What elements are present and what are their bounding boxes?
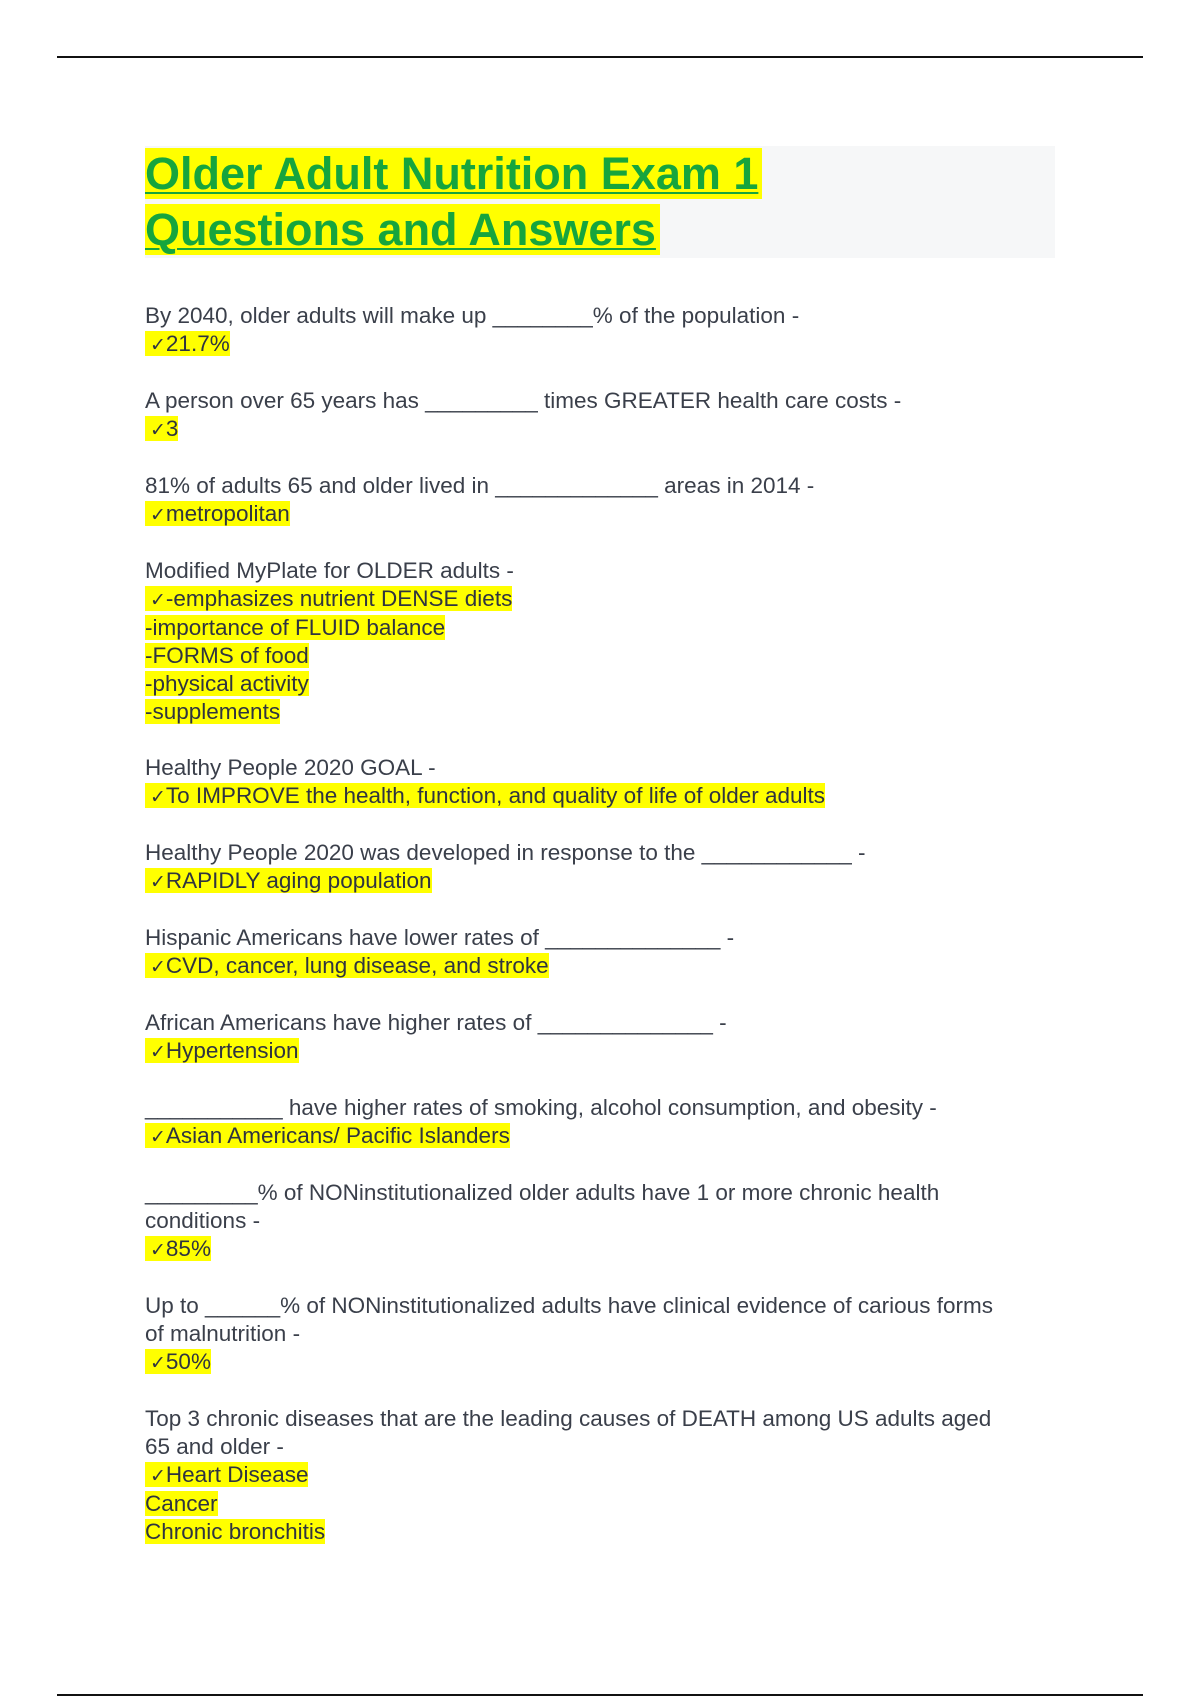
answer-text: To IMPROVE the health, function, and quality of life of older adults bbox=[165, 783, 826, 808]
answer-line bbox=[145, 500, 1015, 529]
answer-highlight bbox=[145, 501, 290, 526]
check-mark-icon: ✓ bbox=[150, 1352, 166, 1374]
answer-text: Chronic bronchitis bbox=[145, 1519, 326, 1544]
question-text: Up to ______% of NONinstitutionalized adults have clinical evidence of carious forms of malnutrition - bbox=[145, 1293, 1000, 1346]
answer-highlight bbox=[145, 643, 309, 668]
answer-line bbox=[145, 1461, 1015, 1490]
check-mark-icon: ✓ bbox=[150, 504, 166, 526]
answer-highlight bbox=[145, 1123, 510, 1148]
qa-item bbox=[145, 754, 1015, 811]
answer-highlight bbox=[145, 331, 230, 356]
question-text: Top 3 chronic diseases that are the leading causes of DEATH among US adults aged 65 and older - bbox=[145, 1406, 998, 1459]
question-text: Healthy People 2020 was developed in response to the ____________ - bbox=[145, 840, 866, 865]
answer-text: -importance of FLUID balance bbox=[145, 615, 446, 640]
check-mark-icon: ✓ bbox=[150, 786, 166, 808]
answer-highlight bbox=[145, 783, 825, 808]
bottom-rule bbox=[57, 1694, 1143, 1696]
answer-text: CVD, cancer, lung disease, and stroke bbox=[165, 953, 549, 978]
answer-text: 50% bbox=[165, 1349, 211, 1374]
answer-line bbox=[145, 1490, 1015, 1518]
answer-highlight bbox=[145, 699, 280, 724]
answer-line bbox=[145, 1235, 1015, 1264]
answer-highlight bbox=[145, 1519, 325, 1544]
answer-text: Asian Americans/ Pacific Islanders bbox=[165, 1123, 510, 1148]
qa-item bbox=[145, 1405, 1015, 1546]
answer-text: -FORMS of food bbox=[145, 643, 309, 668]
answer-line bbox=[145, 330, 1015, 359]
answer-line bbox=[145, 1122, 1015, 1151]
question-text: _________% of NONinstitutionalized older adults have 1 or more chronic health conditions - bbox=[145, 1180, 946, 1233]
answer-text: Hypertension bbox=[165, 1038, 299, 1063]
answer-highlight bbox=[145, 671, 309, 696]
answer-text: RAPIDLY aging population bbox=[165, 868, 432, 893]
answer-text: Cancer bbox=[145, 1491, 218, 1516]
answer-text: Heart Disease bbox=[165, 1462, 309, 1487]
qa-item bbox=[145, 557, 1015, 726]
qa-item bbox=[145, 1094, 1015, 1151]
answer-highlight bbox=[145, 868, 432, 893]
answer-text: -supplements bbox=[145, 699, 281, 724]
question-text: By 2040, older adults will make up ________% of the population - bbox=[145, 303, 800, 328]
qa-item bbox=[145, 387, 1015, 444]
qa-item bbox=[145, 472, 1015, 529]
answer-line bbox=[145, 670, 1015, 698]
question-text: African Americans have higher rates of ______________ - bbox=[145, 1010, 727, 1035]
answer-line bbox=[145, 867, 1015, 896]
check-mark-icon: ✓ bbox=[150, 419, 166, 441]
check-mark-icon: ✓ bbox=[150, 1465, 166, 1487]
page-title bbox=[145, 146, 1055, 258]
answer-line bbox=[145, 415, 1015, 444]
question-text: Modified MyPlate for OLDER adults - bbox=[145, 558, 514, 583]
qa-item bbox=[145, 839, 1015, 896]
answer-text: -emphasizes nutrient DENSE diets bbox=[165, 586, 513, 611]
top-rule bbox=[57, 56, 1143, 58]
qa-item bbox=[145, 1292, 1015, 1377]
answer-line bbox=[145, 1348, 1015, 1377]
answer-line bbox=[145, 614, 1015, 642]
qa-item bbox=[145, 1179, 1015, 1264]
check-mark-icon: ✓ bbox=[150, 871, 166, 893]
answer-line bbox=[145, 1518, 1015, 1546]
answer-highlight bbox=[145, 1491, 218, 1516]
question-text: Healthy People 2020 GOAL - bbox=[145, 755, 436, 780]
answer-text: 21.7% bbox=[165, 331, 230, 356]
answer-highlight bbox=[145, 615, 445, 640]
title-block bbox=[145, 146, 1055, 258]
qa-list bbox=[145, 302, 1015, 1574]
answer-line bbox=[145, 642, 1015, 670]
answer-line bbox=[145, 585, 1015, 614]
title-line-2: Questions and Answers bbox=[145, 204, 660, 255]
answer-text: 3 bbox=[165, 416, 179, 441]
check-mark-icon: ✓ bbox=[150, 589, 166, 611]
answer-highlight bbox=[145, 953, 549, 978]
qa-item bbox=[145, 1009, 1015, 1066]
answer-highlight bbox=[145, 586, 512, 611]
answer-line bbox=[145, 698, 1015, 726]
answer-line bbox=[145, 952, 1015, 981]
answer-text: metropolitan bbox=[165, 501, 290, 526]
title-line-1: Older Adult Nutrition Exam 1 bbox=[145, 148, 762, 199]
answer-highlight bbox=[145, 1236, 211, 1261]
check-mark-icon: ✓ bbox=[150, 1041, 166, 1063]
check-mark-icon: ✓ bbox=[150, 334, 166, 356]
check-mark-icon: ✓ bbox=[150, 1126, 166, 1148]
check-mark-icon: ✓ bbox=[150, 956, 166, 978]
qa-item bbox=[145, 302, 1015, 359]
question-text: Hispanic Americans have lower rates of ______________ - bbox=[145, 925, 735, 950]
qa-item bbox=[145, 924, 1015, 981]
answer-highlight bbox=[145, 1349, 211, 1374]
question-text: 81% of adults 65 and older lived in _____________ areas in 2014 - bbox=[145, 473, 815, 498]
answer-line bbox=[145, 782, 1015, 811]
answer-text: 85% bbox=[165, 1236, 211, 1261]
answer-highlight bbox=[145, 416, 178, 441]
question-text: A person over 65 years has _________ times GREATER health care costs - bbox=[145, 388, 902, 413]
answer-highlight bbox=[145, 1462, 308, 1487]
answer-highlight bbox=[145, 1038, 299, 1063]
answer-line bbox=[145, 1037, 1015, 1066]
answer-text: -physical activity bbox=[145, 671, 309, 696]
check-mark-icon: ✓ bbox=[150, 1239, 166, 1261]
question-text: ___________ have higher rates of smoking, alcohol consumption, and obesity - bbox=[145, 1095, 937, 1120]
